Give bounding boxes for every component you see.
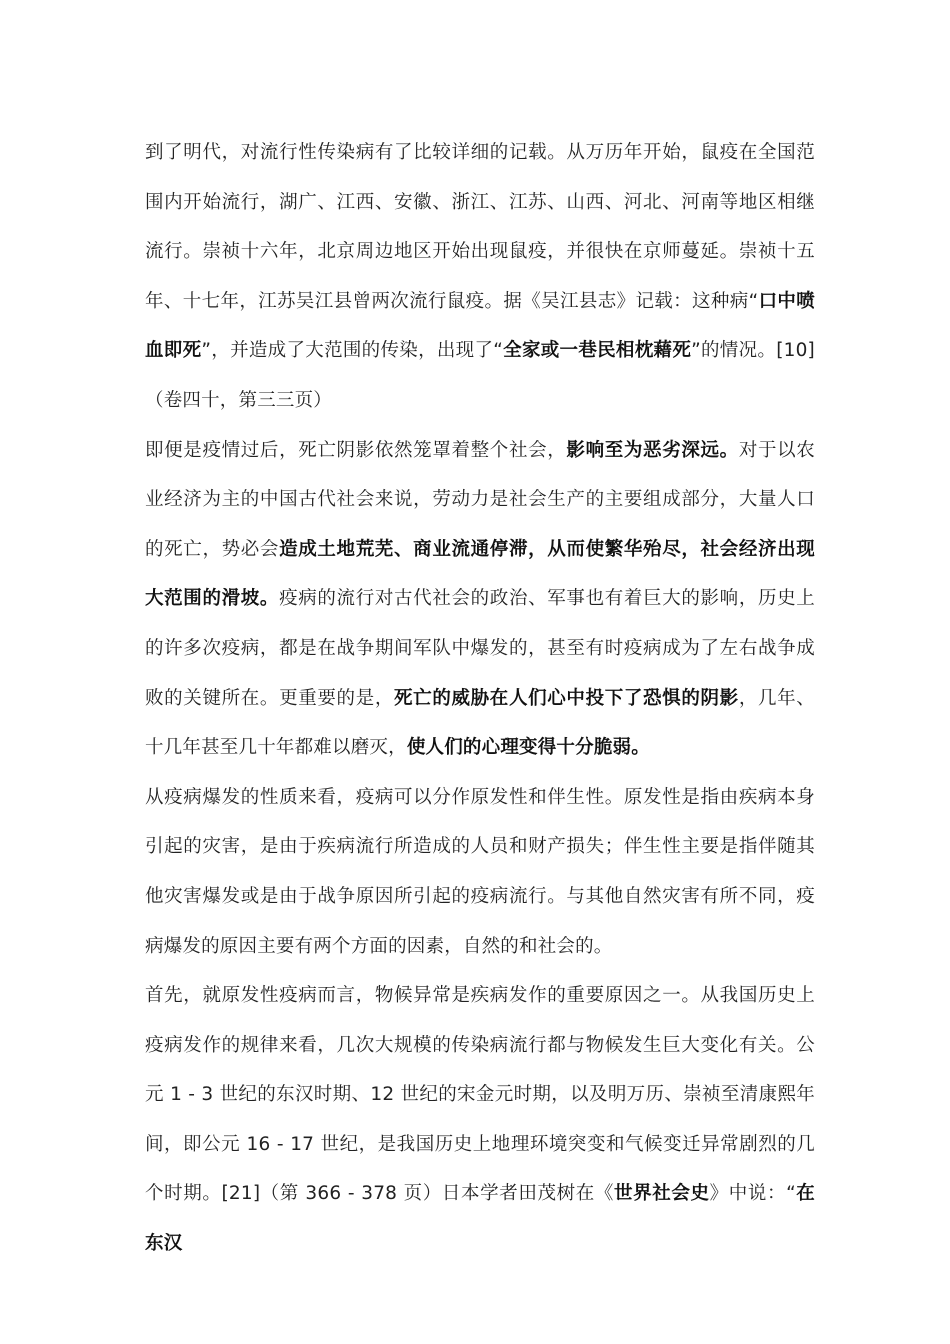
paragraph-climate-causes bbox=[145, 971, 815, 1269]
paragraph-social-impact bbox=[145, 426, 815, 773]
bold-emphasis: 造成土地荒芜、商业流通停滞，从而使繁华殆尽，社会经济出现大范围的滑坡。 bbox=[145, 538, 815, 610]
bold-emphasis: 影响至为恶劣深远。 bbox=[566, 439, 739, 461]
bold-quote: 在东汉 bbox=[145, 1183, 815, 1255]
text-run: ，几年、十几年甚至几十年都难以磨灭， bbox=[145, 687, 815, 759]
text-run: 对于以农业经济为主的中国古代社会来说，劳动力是社会生产的主要组成部分，大量人口的死亡，势必会 bbox=[145, 439, 815, 560]
text-run: 到了明代，对流行性传染病有了比较详细的记载。从万历年开始，鼠疫在全国范围内开始流行，湖广、江西、安徽、浙江、江苏、山西、河北、河南等地区相继流行。崇祯十六年，北京周边地区开始出现鼠疫，并很快在京师蔓延。崇祯十五年、十七年，江苏吴江县曾两次流行鼠疫。据《吴江县志》记载：这种病“ bbox=[145, 142, 815, 312]
document-body bbox=[145, 128, 815, 1269]
text-run: 即便是疫情过后，死亡阴影依然笼罩着整个社会， bbox=[145, 439, 567, 461]
text-run: 》中说：“ bbox=[709, 1183, 796, 1205]
text-run: 从疫病爆发的性质来看，疫病可以分作原发性和伴生性。原发性是指由疾病本身引起的灾害，是由于疾病流行所造成的人员和财产损失；伴生性主要是指伴随其他灾害爆发或是由于战争原因所引起的疫病流行。与其他自然灾害有所不同，疫病爆发的原因主要有两个方面的因素，自然的和社会的。 bbox=[145, 786, 815, 957]
bold-emphasis: 死亡的威胁在人们心中投下了恐惧的阴影 bbox=[394, 687, 739, 709]
bold-quote: 口中喷血即死 bbox=[145, 290, 815, 362]
paragraph-ming-plague bbox=[145, 128, 815, 426]
paragraph-epidemic-nature bbox=[145, 773, 815, 971]
bold-quote: 全家或一巷民相枕藉死 bbox=[503, 340, 692, 362]
text-run: 疫病的流行对古代社会的政治、军事也有着巨大的影响，历史上的许多次疫病，都是在战争期间军队中爆发的，甚至有时疫病成为了左右战争成败的关键所在。更重要的是， bbox=[145, 588, 815, 709]
text-run: 首先，就原发性疫病而言，物候异常是疾病发作的重要原因之一。从我国历史上疫病发作的规律来看，几次大规模的传染病流行都与物候发生巨大变化有关。公元 1 - 3 世纪的东汉时期、12 世纪的宋金元时期，以及明万历、崇祯至清康熙年间，即公元 16 - 17 世纪，是我国历史上地理环境突变和气候变迁异常剧烈的几个时期。[21]（第 366 - 378 页）日本学者田茂树在《 bbox=[145, 985, 815, 1205]
bold-emphasis: 使人们的心理变得十分脆弱。 bbox=[406, 737, 650, 759]
text-run: ”的情况。[10]（卷四十，第三三页） bbox=[145, 340, 815, 411]
bold-book-title: 世界社会史 bbox=[613, 1183, 710, 1205]
text-run: ”，并造成了大范围的传染，出现了“ bbox=[201, 340, 504, 362]
